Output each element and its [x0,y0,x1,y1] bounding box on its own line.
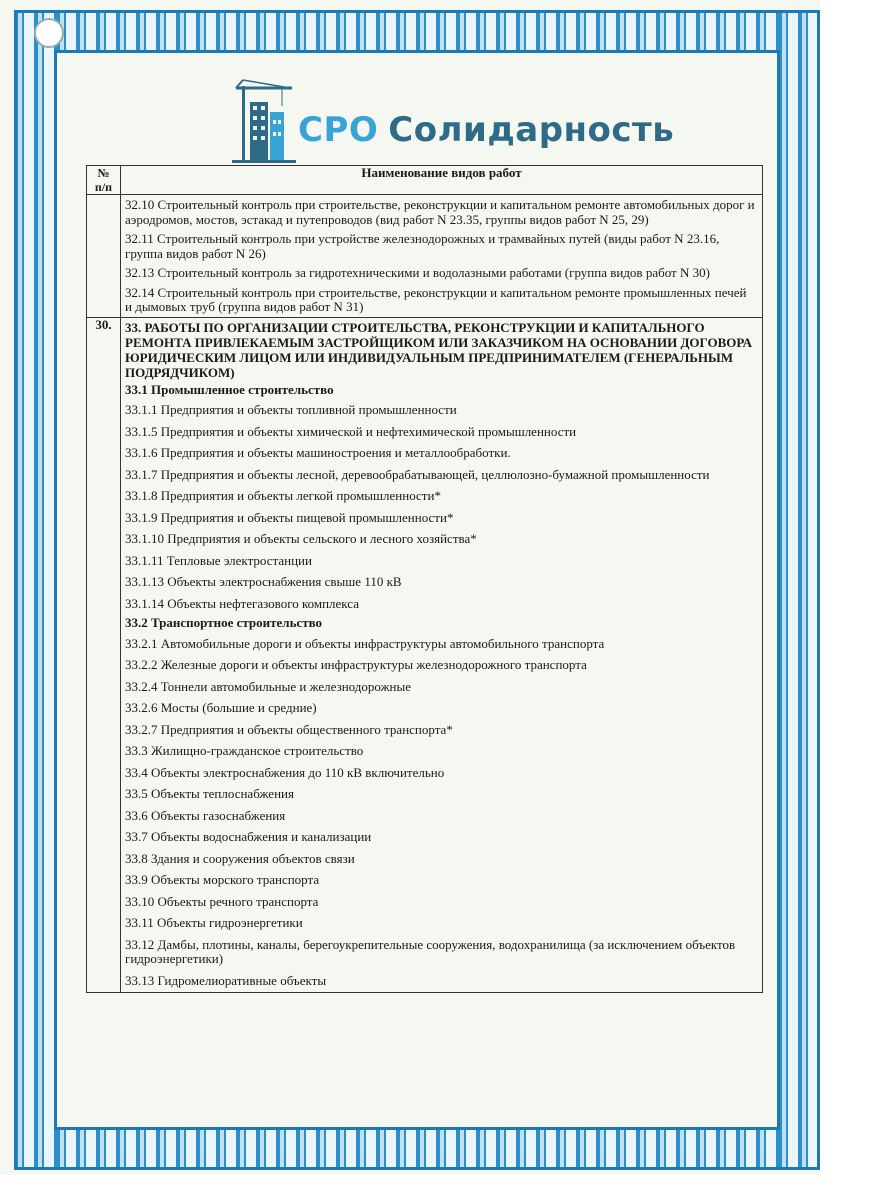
list-item: 33.12 Дамбы, плотины, каналы, берегоукрепительные сооружения, водохранилища (за исключением объектов гидроэнергетики) [125,936,736,966]
table-row [87,195,763,318]
logo-name: Солидарность [388,110,675,150]
list-item: 33.2.1 Автомобильные дороги и объекты инфраструктуры автомобильного транспорта [125,635,605,651]
binder-hole [34,18,64,48]
subsection-heading: 33.2 Транспортное строительство [125,615,323,630]
list-item: 32.11 Строительный контроль при устройстве железнодорожных и трамвайных путей (виды работ N 23.16, группа видов работ N 26) [125,231,720,261]
list-item: 33.7 Объекты водоснабжения и канализации [125,829,372,844]
table-header-row [87,166,763,195]
list-item: 32.14 Строительный контроль при строительстве, реконструкции и капитальном ремонте промышленных печей и дымовых труб (группа видов работ N 31) [125,284,747,314]
section-heading: 33. РАБОТЫ ПО ОРГАНИЗАЦИИ СТРОИТЕЛЬСТВА, РЕКОНСТРУКЦИИ И КАПИТАЛЬНОГО РЕМОНТА ПРИВЛЕКАЕМЫМ ЗАСТРОЙЩИКОМ ИЛИ ЗАКАЗЧИКОМ НА ОСНОВАНИИ ДОГОВОРА ЮРИДИЧЕСКИМ ЛИЦОМ ИЛИ ИНДИВИДУАЛЬНЫМ ПРЕДПРИНИМАТЕЛЕМ (ГЕНЕРАЛЬНЫМ ПОДРЯДЧИКОМ) [125,319,753,380]
works-table [86,165,763,993]
list-item: 33.1.7 Предприятия и объекты лесной, деревообрабатывающей, целлюлозно-бумажной промышленности [125,466,710,482]
list-item: 33.1.13 Объекты электроснабжения свыше 110 кВ [125,574,402,589]
list-item: 33.4 Объекты электроснабжения до 110 кВ включительно [125,764,445,780]
list-item: 33.1.11 Тепловые электростанции [125,552,312,568]
list-item: 33.1.8 Предприятия и объекты легкой промышленности* [125,488,441,503]
list-item: 33.1.6 Предприятия и объекты машиностроения и металлообработки. [125,445,511,460]
list-item: 33.1.1 Предприятия и объекты топливной промышленности [125,402,457,417]
logo-wordmark [298,110,674,150]
list-item: 33.2.6 Мосты (большие и средние) [125,700,317,715]
list-item: 33.8 Здания и сооружения объектов связи [125,850,355,866]
list-item: 33.1.14 Объекты нефтегазового комплекса [125,595,359,611]
list-item: 33.2.7 Предприятия и объекты общественного транспорта* [125,721,453,737]
table-row [87,317,763,993]
list-item: 33.3 Жилищно-гражданское строительство [125,743,364,758]
list-item: 33.9 Объекты морского транспорта [125,872,320,887]
list-item: 33.1.5 Предприятия и объекты химической и нефтехимической промышленности [125,423,577,439]
list-item: 33.5 Объекты теплоснабжения [125,786,294,801]
list-item: 33.2.2 Железные дороги и объекты инфраструктуры железнодорожного транспорта [125,657,587,672]
list-item: 32.13 Строительный контроль за гидротехническими и водолазными работами (группа видов работ N 30) [125,265,710,280]
list-item: 33.6 Объекты газоснабжения [125,807,286,823]
column-header-number: № п/п [87,166,121,195]
subsection-heading: 33.1 Промышленное строительство [125,381,334,397]
row-number-cell [87,195,121,318]
row-number-cell: 30. [87,317,121,993]
list-item: 33.13 Гидромелиоративные объекты [125,972,327,988]
list-item: 33.11 Объекты гидроэнергетики [125,915,303,930]
sro-logo [232,76,675,166]
column-header-name: Наименование видов работ [121,166,763,195]
list-item: 32.10 Строительный контроль при строительстве, реконструкции и капитальном ремонте автомобильных дорог и аэродромов, мостов, эстакад и путепроводов (вид работ N 23.35, группы видов работ N 25, 29) [125,197,755,227]
crane-building-icon [232,76,296,166]
works-cell [121,317,763,993]
list-item: 33.2.4 Тоннели автомобильные и железнодорожные [125,678,412,694]
works-cell [121,195,763,318]
list-item: 33.10 Объекты речного транспорта [125,893,319,909]
list-item: 33.1.10 Предприятия и объекты сельского и лесного хозяйства* [125,531,477,546]
logo-sro: СРО [298,110,379,150]
list-item: 33.1.9 Предприятия и объекты пищевой промышленности* [125,509,454,525]
